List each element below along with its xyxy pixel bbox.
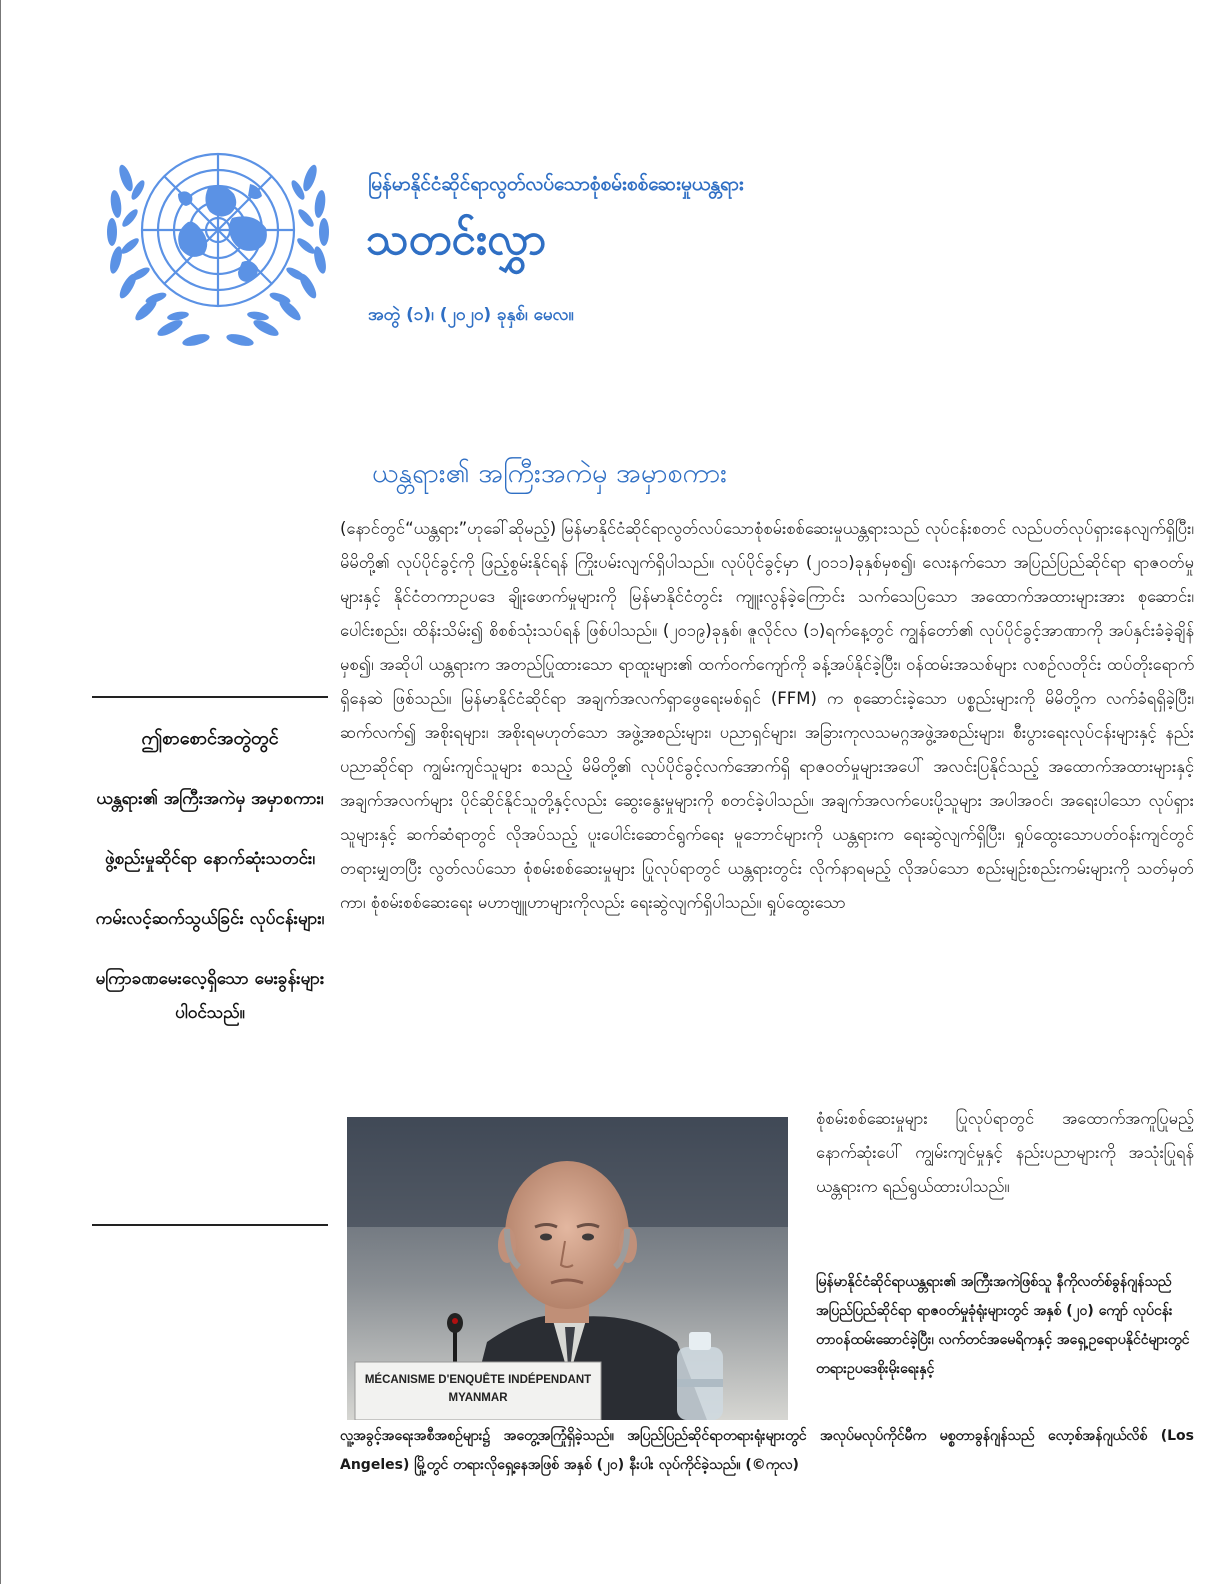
nameplate-line-2: MYANMAR [448,1392,508,1404]
nameplate-line-1: MÉCANISME D'ENQUÊTE INDÉPENDANT [364,1374,592,1386]
contents-item: ကမ်းလင့်ဆက်သွယ်ခြင်း လုပ်ငန်းများ၊ [95,909,325,929]
page-edge-line [0,0,1,1584]
photo-caption-continued: လူ့အခွင့်အရေးအစီအစဉ်များ၌ အတွေ့အကြုံရှိခဲ့သည်။ အပြည်ပြည်ဆိုင်ရာတရားရုံးများတွင် အလုပ်မလုပ်ကိုင်မီက မစ္စတာခွန်ဂျန်သည် လော့စ်အန်ဂျယ်လိစ် (Los Angeles) မြို့တွင် တရားလိုရှေ့နေအဖြစ် အနှစ် (၂၀) နီးပါး လုပ်ကိုင်ခဲ့သည်။ (©ကုလ) [340,1428,1194,1473]
article-title: ယန္တရား၏ အကြီးအကဲမှ အမှာစကား [372,458,727,489]
contents-item: ယန္တရား၏ အကြီးအကဲမှ အမှာစကား၊ [96,789,324,809]
contents-heading: ဤစာစောင်အတွဲတွင် [141,728,279,749]
article-body-continued: စုံစမ်းစစ်ဆေးမှုများ ပြုလုပ်ရာတွင် အထောက်အကူပြုမည့် နောက်ဆုံးပေါ် ကျွမ်းကျင်မှုနှင့် နည်းပညာများကို အသုံးပြုရန် ယန္တရားက ရည်ရွယ်ထားပါသည်။ [816,1109,1194,1196]
head-of-mechanism-photo [347,1117,788,1420]
contents-item: ဖွဲ့စည်းမှုဆိုင်ရာ နောက်ဆုံးသတင်း၊ [104,849,316,869]
masthead-subtitle: မြန်မာနိုင်ငံဆိုင်ရာလွတ်လပ်သောစုံစမ်းစစ်ဆေးမှုယန္တရား [368,173,744,195]
article-body: (နောင်တွင်“ယန္တရား”ဟုခေါ်ဆိုမည့်) မြန်မာနိုင်ငံဆိုင်ရာလွတ်လပ်သောစုံစမ်းစစ်ဆေးမှုယန္တရားသည် လုပ်ငန်းစတင် လည်ပတ်လုပ်ရှားနေလျက်ရှိပြီး၊ မိမိတို့၏ လုပ်ပိုင်ခွင့်ကို ဖြည့်စွမ်းနိုင်ရန် ကြိုးပမ်းလျက်ရှိပါသည်။ လုပ်ပိုင်ခွင့်မှာ (၂၀၁၁)ခုနှစ်မှစ၍၊ လေးနက်သော အပြည်ပြည်ဆိုင်ရာ ရာဇဝတ်မှုများနှင့် နိုင်ငံတကာဥပဒေ ချိုးဖောက်မှုများကို မြန်မာနိုင်ငံတွင်း ကျူးလွန်ခဲ့ကြောင်း သက်သေပြသော အထောက်အထားများအား စုဆောင်း၊ ပေါင်းစည်း၊ ထိန်းသိမ်း၍ စိစစ်သုံးသပ်ရန် ဖြစ်ပါသည်။ (၂၀၁၉)ခုနှစ်၊ ဇူလိုင်လ (၁)ရက်နေ့တွင် ကျွန်တော်၏ လုပ်ပိုင်ခွင့်အာဏာကို အပ်နှင်းခံခဲ့ချိန်မှစ၍၊ အဆိုပါ ယန္တရားက အတည်ပြုထားသော ရာထူးများ၏ ထက်ဝက်ကျော်ကို ခန့်အပ်နိုင်ခဲ့ပြီး၊ ဝန်ထမ်းအသစ်များ လစဉ်လတိုင်း ထပ်တိုးရောက်ရှိနေဆဲ ဖြစ်သည်။ မြန်မာနိုင်ငံဆိုင်ရာ အချက်အလက်ရှာဖွေရေးမစ်ရှင် (FFM) က စုဆောင်းခဲ့သော ပစ္စည်းများကို မိမိတို့က လက်ခံရရှိခဲ့ပြီး၊ ဆက်လက်၍ အစိုးရများ၊ အစိုးရမဟုတ်သော အဖွဲ့အစည်းများ၊ ပညာရှင်များ၊ အခြားကုလသမဂ္ဂအဖွဲ့အစည်းများ၊ စီးပွားရေးလုပ်ငန်းများနှင့် နည်းပညာဆိုင်ရာ ကျွမ်းကျင်သူများ စသည့် မိမိတို့၏ လုပ်ပိုင်ခွင့်လက်အောက်ရှိ ရာဇဝတ်မှုများအပေါ် အလင်းပြနိုင်သည့် အထောက်အထားများနှင့် အချက်အလက်များ ပိုင်ဆိုင်နိုင်သူတို့နှင့်လည်း ဆွေးနွေးမှုများကို စတင်ခဲ့ပါသည်။ အချက်အလက်ပေးပို့သူများ အပါအဝင်၊ အရေးပါသော လုပ်ရှားသူများနှင့် ဆက်ဆံရာတွင် လိုအပ်သည့် ပူးပေါင်းဆောင်ရွက်ရေး မူဘောင်များကို ယန္တရားက ရေးဆွဲလျက်ရှိပြီး၊ ရှုပ်ထွေးသောပတ်ဝန်းကျင်တွင် တရားမျှတပြီး လွတ်လပ်သော စုံစမ်းစစ်ဆေးမှုများ ပြုလုပ်ရာတွင် ယန္တရားတွင်း လိုက်နာရမည့် လိုအပ်သော စည်းမျဉ်းစည်းကမ်းများကို သတ်မှတ်ကာ၊ စုံစမ်းစစ်ဆေးရေး မဟာဗျူဟာများကိုလည်း ရေးဆွဲလျက်ရှိပါသည်။ ရှုပ်ထွေးသော [340,519,1194,912]
masthead-issue: အတွဲ (၁)၊ (၂၀၂၀) ခုနှစ်၊ မေလ။ [368,305,574,325]
un-emblem-icon [92,118,344,370]
contents-item: မကြာခဏမေးလေ့ရှိသော မေးခွန်းများ ပါဝင်သည်။ [95,969,325,1023]
contents-box [92,696,328,1226]
masthead-title: သတင်းလွှာ [366,214,547,265]
photo-caption: မြန်မာနိုင်ငံဆိုင်ရာယန္တရား၏ အကြီးအကဲဖြစ်သူ နီကိုလတ်စ်ခွန်ဂျန်သည် အပြည်ပြည်ဆိုင်ရာ ရာဇဝတ်မှုခုံရုံးများတွင် အနှစ် (၂၀) ကျော် လုပ်ငန်းတာဝန်ထမ်းဆောင်ခဲ့ပြီး၊ လက်တင်အမေရိကနှင့် အရှေ့ဥရောပနိုင်ငံများတွင် တရားဥပဒေစိုးမိုးရေးနှင့် [816,1274,1190,1377]
